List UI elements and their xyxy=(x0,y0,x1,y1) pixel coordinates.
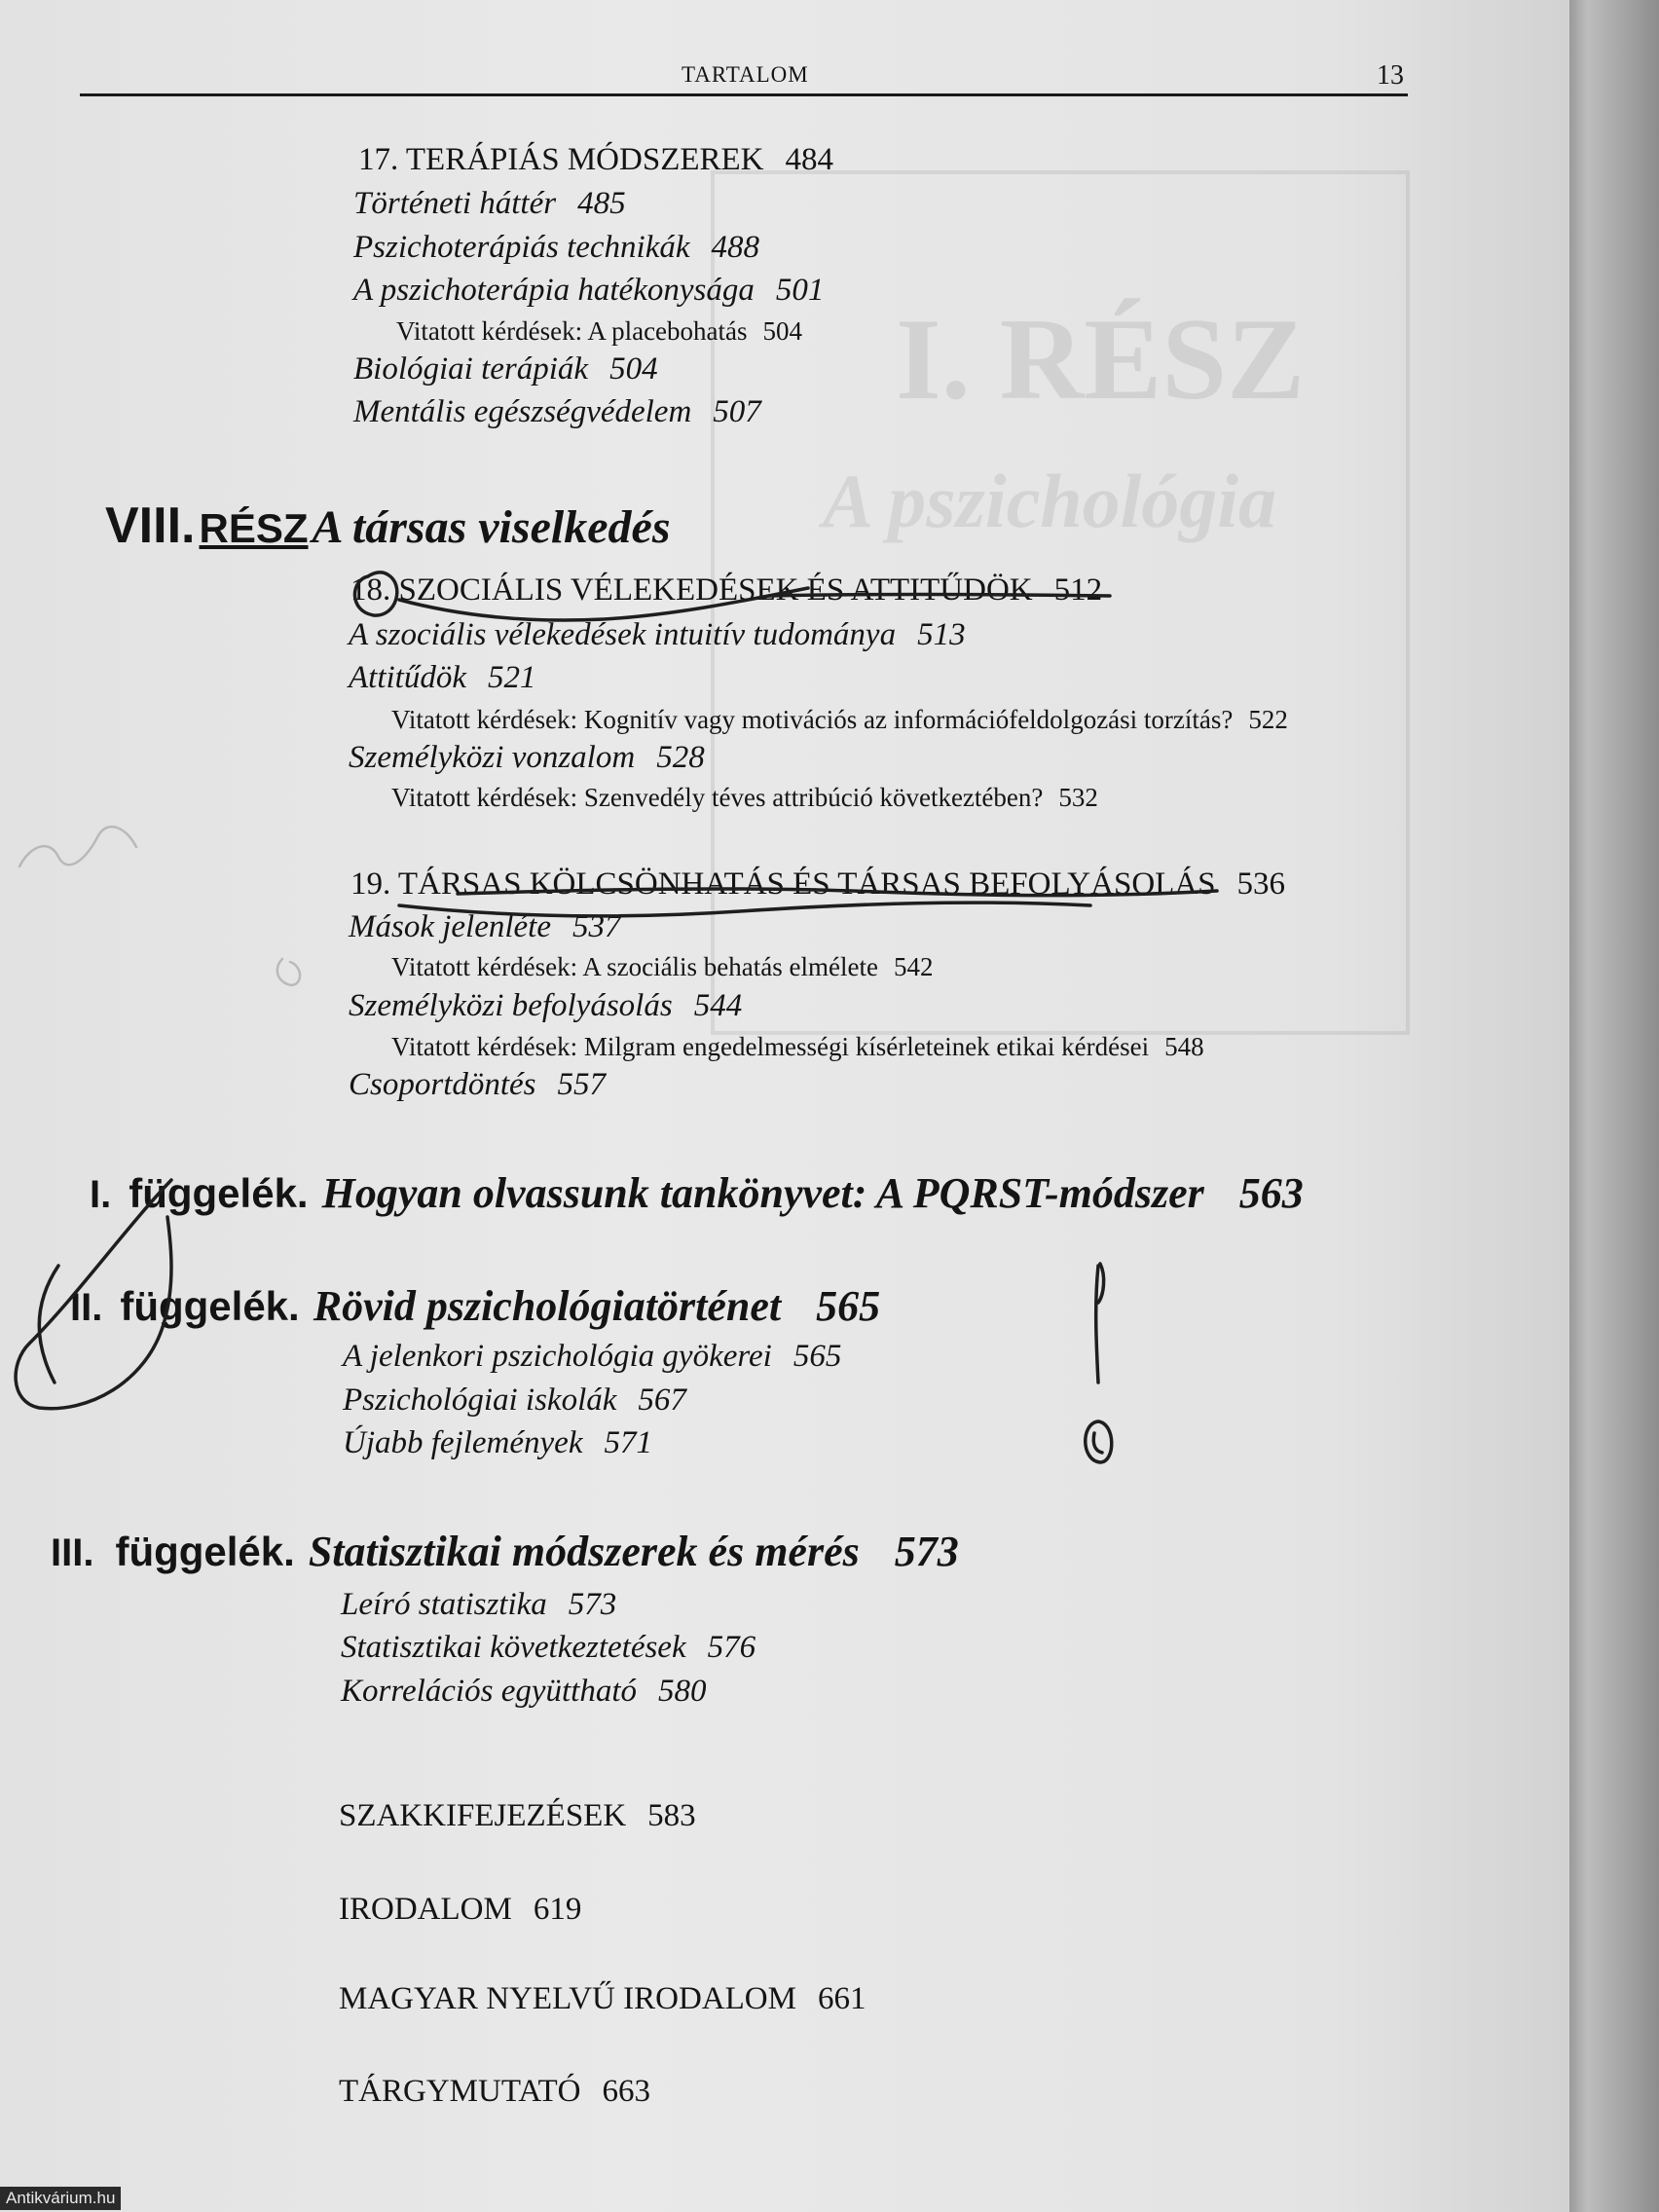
part-number: VIII. xyxy=(105,498,196,554)
appendix-title: Rövid pszichológiatörténet xyxy=(313,1282,782,1330)
appendix-number: I. xyxy=(90,1173,112,1216)
toc-section: A jelenkori pszichológia gyökerei 565 xyxy=(343,1339,842,1374)
toc-appendix-3 xyxy=(51,1527,959,1576)
appendix-label: függelék. xyxy=(115,1529,295,1574)
toc-section: Pszichológiai iskolák 567 xyxy=(343,1382,686,1418)
toc-section: Korrelációs együttható 580 xyxy=(341,1674,707,1709)
toc-page-number: 512 xyxy=(1053,572,1103,608)
part-resz-label: RÉSZ xyxy=(199,505,309,551)
appendix-number: III. xyxy=(51,1531,94,1574)
toc-page-number: 563 xyxy=(1238,1169,1304,1217)
toc-subsection: Vitatott kérdések: A placebohatás 504 xyxy=(396,316,803,346)
toc-end-matter: MAGYAR NYELVŰ IRODALOM 661 xyxy=(339,1981,866,2016)
toc-subsection: Vitatott kérdések: Szenvedély téves attribúció következtében? 532 xyxy=(391,783,1098,812)
show-through-subtitle: A pszichológia xyxy=(823,459,1276,543)
toc-end-matter: TÁRGYMUTATÓ 663 xyxy=(339,2074,651,2109)
toc-page-number: 565 xyxy=(816,1282,881,1330)
appendix-label: függelék. xyxy=(129,1170,309,1216)
toc-subsection: Vitatott kérdések: Kognitív vagy motivációs az információfeldolgozási torzítás? 522 xyxy=(391,705,1288,734)
toc-section: Biológiai terápiák 504 xyxy=(353,351,658,387)
toc-chapter-title: 18. SZOCIÁLIS VÉLEKEDÉSEK ÉS ATTITŰDÖK xyxy=(350,572,1033,608)
toc-chapter-title: 17. TERÁPIÁS MÓDSZEREK xyxy=(358,142,764,177)
toc-appendix-1 xyxy=(90,1168,1304,1218)
toc-end-matter: SZAKKIFEJEZÉSEK 583 xyxy=(339,1798,696,1833)
page-edge xyxy=(1569,0,1659,2212)
toc-page-number: 573 xyxy=(894,1528,959,1575)
toc-section: Személyközi befolyásolás 544 xyxy=(349,988,743,1023)
toc-section: Pszichoterápiás technikák 488 xyxy=(353,230,760,265)
toc-section: Mentális egészségvédelem 507 xyxy=(353,394,761,429)
toc-subsection: Vitatott kérdések: Milgram engedelmességi kísérleteinek etikai kérdései 548 xyxy=(391,1032,1204,1061)
appendix-title: Hogyan olvassunk tankönyvet: A PQRST-módszer xyxy=(321,1169,1204,1217)
toc-chapter-title: 19. TÁRSAS KÖLCSÖNHATÁS ÉS TÁRSAS BEFOLYÁSOLÁS xyxy=(350,866,1216,902)
appendix-number: II. xyxy=(70,1286,103,1329)
appendix-title: Statisztikai módszerek és mérés xyxy=(308,1528,860,1575)
toc-appendix-2 xyxy=(70,1281,880,1331)
toc-section: A pszichoterápia hatékonysága 501 xyxy=(353,273,825,308)
toc-section: Újabb fejlemények 571 xyxy=(343,1425,652,1460)
header-rule xyxy=(80,93,1408,96)
part-title: A társas viselkedés xyxy=(312,501,671,553)
toc-chapter-19 xyxy=(350,866,1285,903)
toc-end-matter: IRODALOM 619 xyxy=(339,1892,582,1927)
toc-section: A szociális vélekedések intuitív tudománya 513 xyxy=(349,617,966,652)
toc-section: Csoportdöntés 557 xyxy=(349,1067,607,1102)
toc-section: Mások jelenléte 537 xyxy=(349,909,621,944)
toc-chapter-18 xyxy=(350,572,1102,608)
toc-part-heading xyxy=(105,497,671,555)
toc-section: Leíró statisztika 573 xyxy=(341,1587,617,1622)
toc-subsection: Vitatott kérdések: A szociális behatás elmélete 542 xyxy=(391,952,934,981)
toc-section: Történeti háttér 485 xyxy=(353,186,626,221)
toc-section: Statisztikai következtetések 576 xyxy=(341,1630,756,1665)
appendix-label: függelék. xyxy=(120,1283,300,1329)
toc-section: Attitűdök 521 xyxy=(349,660,536,695)
toc-page-number: 484 xyxy=(785,142,834,177)
site-watermark: Antikvárium.hu xyxy=(0,2187,121,2210)
show-through-title: I. RÉSZ xyxy=(896,294,1306,424)
running-header-page-number: 13 xyxy=(1377,60,1404,91)
toc-page-number: 536 xyxy=(1236,866,1285,902)
toc-section: Személyközi vonzalom 528 xyxy=(349,740,705,775)
running-header-title: TARTALOM xyxy=(682,62,809,87)
toc-chapter-17 xyxy=(358,142,833,178)
